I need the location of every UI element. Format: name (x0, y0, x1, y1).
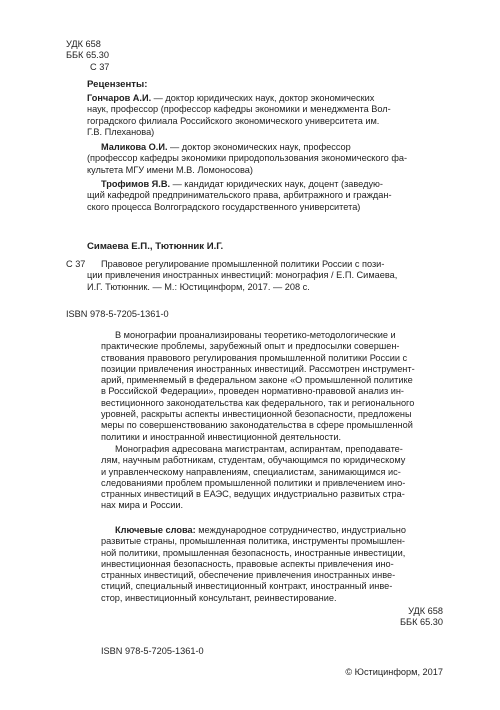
udk-code: УДК 658 (66, 39, 101, 49)
abstract-line: лям, научным работникам, студентам, обучающимся по юридическому (101, 455, 406, 466)
reviewer-text: — кандидат юридических наук, доцент (заведую- (170, 179, 383, 189)
abstract-line: В монографии проанализированы теоретико-методологические и (115, 330, 396, 340)
abstract-line: позиции привлечения иностранных инвестиций. Рассмотрен инструмент- (101, 363, 415, 374)
keywords-line: ной политики, промышленная безопасность, иностранные инвестиции, (101, 547, 406, 558)
reviewer-text: культета МГУ имени М.В. Ломоносова) (87, 164, 253, 175)
bbk-code: ББК 65.30 (66, 50, 109, 61)
reviewers-heading: Рецензенты: (87, 79, 148, 90)
reviewer-text: наук, профессор (профессор кафедры экономики и менеджмента Вол- (87, 104, 391, 115)
authors-heading: Симаева Е.П., Тютюнник И.Г. (87, 241, 224, 252)
abstract-line: политики и иностранной инвестиционной деятельности. (101, 431, 342, 442)
isbn: ISBN 978-5-7205-1361-0 (66, 309, 169, 319)
abstract-line: следованиями проблем промышленной политики и привлечением ино- (101, 477, 406, 488)
footer-codes (330, 606, 443, 629)
abstract-paragraph-1 (101, 330, 441, 443)
citation-line: ции привлечения иностранных инвестиций: монография / Е.П. Симаева, (87, 270, 398, 281)
abstract-line: меры по совершенствованию законодательства в сфере промышленной (101, 420, 413, 431)
reviewer-text: Г.В. Плеханова) (87, 126, 155, 137)
reviewer-text: — доктор юридических наук, доктор экономических (151, 93, 375, 103)
reviewer-name: Маликова О.И. (101, 142, 168, 152)
citation-author-mark: С 37 (66, 259, 86, 269)
abstract-line: и управленческому направлениям, специалистам, занимающимся ис- (101, 466, 401, 477)
reviewer-1 (87, 93, 432, 138)
keywords-line: стор, инвестиционный консультант, реинвестирование. (101, 592, 337, 603)
footer-isbn: ISBN 978-5-7205-1361-0 (101, 646, 204, 656)
abstract-line: уровней, раскрыты аспекты инвестиционной безопасности, предложены (101, 409, 412, 420)
footer-bbk: ББК 65.30 (400, 617, 443, 628)
keywords-label: Ключевые слова: (115, 525, 196, 535)
reviewer-name: Гончаров А.И. (87, 93, 152, 103)
copyright: © Юстицинформ, 2017 (345, 667, 443, 677)
footer-udk: УДК 658 (408, 606, 443, 616)
keywords-line: международное сотрудничество, индустриально (195, 525, 406, 535)
reviewer-text: щий кафедрой предпринимательского права, арбитражного и граждан- (87, 190, 392, 201)
abstract-line: арий, применяемый в федеральном законе «О промышленной политике (101, 375, 413, 386)
abstract-line: практические проблемы, зарубежный опыт и предпосылки совершен- (101, 341, 400, 352)
reviewer-2 (87, 142, 432, 176)
keywords-line: инвестиционная безопасность, правовые аспекты привлечения ино- (101, 558, 394, 569)
keywords-block (101, 525, 441, 604)
abstract-line: в Российской Федерации», проведен нормативно-правовой анализ ин- (101, 386, 404, 397)
citation-line: И.Г. Тютюнник. — М.: Юстицинформ, 2017. — 208 с. (87, 281, 310, 292)
bibliographic-description (87, 259, 432, 293)
abstract-line: ствования правового регулирования промышленной политики России с (101, 352, 408, 363)
abstract-line: Монография адресована магистрантам, аспирантам, преподавате- (115, 444, 403, 454)
abstract-line: странных инвестиций в ЕАЭС, ведущих индустриально развитых стра- (101, 489, 405, 500)
reviewer-text: (профессор кафедры экономики природопользования экономического фа- (87, 153, 408, 164)
abstract-paragraph-2 (101, 444, 441, 512)
keywords-line: стиций, специальный инвестиционный контракт, иностранный инве- (101, 581, 393, 592)
reviewer-text: гоградского филиала Российского экономического университета им. (87, 115, 380, 126)
abstract-line: нах мира и России. (101, 500, 184, 511)
reviewer-3 (87, 179, 432, 213)
keywords-line: развитые страны, промышленная политика, инструменты промышлен- (101, 536, 405, 547)
citation-line: Правовое регулирование промышленной политики России с пози- (101, 259, 385, 269)
classification-header (66, 39, 186, 73)
author-mark: С 37 (90, 61, 110, 72)
keywords-line: странных инвестиций, обеспечение привлечения иностранных инве- (101, 570, 396, 581)
reviewer-text: ского процесса Волгоградского государственного университета) (87, 201, 361, 212)
abstract-line: вестиционного законодательства как федерального, так и регионального (101, 397, 415, 408)
reviewer-text: — доктор экономических наук, профессор (167, 142, 351, 152)
reviewer-name: Трофимов Я.В. (101, 179, 171, 189)
